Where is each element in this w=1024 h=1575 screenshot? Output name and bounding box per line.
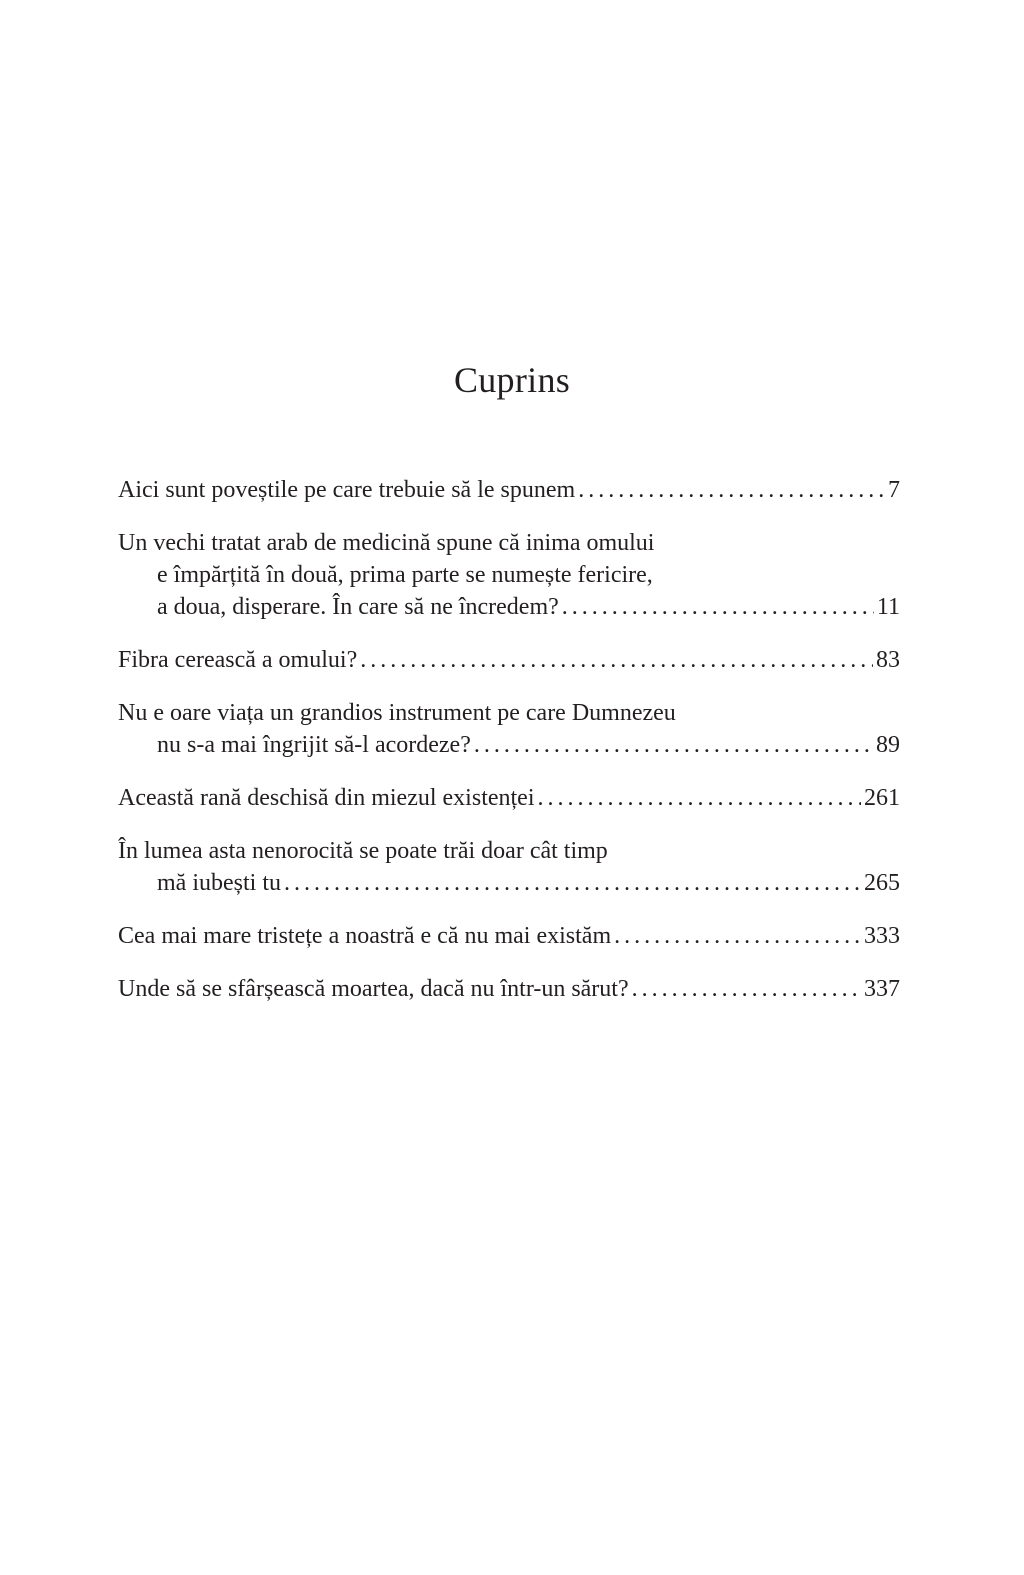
toc-entry-last-line <box>118 973 900 1005</box>
toc-page-number: 7 <box>888 477 900 503</box>
toc-entry[interactable] <box>118 835 900 899</box>
toc-entry[interactable] <box>118 527 900 623</box>
toc-page-number: 261 <box>864 785 900 811</box>
toc-page-number: 337 <box>864 976 900 1002</box>
dot-leader <box>284 867 861 899</box>
toc-entry-last-line <box>118 729 900 761</box>
dot-leader <box>360 644 873 676</box>
page-title: Cuprins <box>453 360 571 400</box>
toc-entry-title-continuation: e împărțită în două, prima parte se numește fericire, <box>157 562 653 588</box>
toc-page-number: 265 <box>864 870 900 896</box>
toc-entry-title: Această rană deschisă din miezul existenței <box>118 785 535 811</box>
toc-entry-title: Un vechi tratat arab de medicină spune că inima omului <box>118 530 655 556</box>
toc-entry-title: Unde să se sfârșească moartea, dacă nu într-un sărut? <box>118 976 629 1002</box>
toc-page-number: 333 <box>864 923 900 949</box>
toc-entry-last-line <box>118 644 900 676</box>
toc-entry-title: Fibra cerească a omului? <box>118 647 358 673</box>
dot-leader <box>562 591 874 623</box>
dot-leader <box>578 474 885 506</box>
toc-entry-title-continuation: mă iubești tu <box>157 870 281 896</box>
toc-entry-title: Cea mai mare tristețe a noastră e că nu mai existăm <box>118 923 612 949</box>
toc-entry-last-line <box>118 867 900 899</box>
dot-leader <box>632 973 861 1005</box>
toc-entry-last-line <box>118 782 900 814</box>
toc-entry-last-line <box>118 591 900 623</box>
toc-entry-last-line <box>118 474 900 506</box>
toc-entry-title: În lumea asta nenorocită se poate trăi doar cât timp <box>118 838 608 864</box>
toc-entry[interactable] <box>118 920 900 952</box>
toc-entry[interactable] <box>118 697 900 761</box>
dot-leader <box>474 729 873 761</box>
toc-page-number: 11 <box>876 594 900 620</box>
toc-entry[interactable] <box>118 973 900 1005</box>
toc-entry-title: Nu e oare viața un grandios instrument pe care Dumnezeu <box>118 700 676 726</box>
toc-page-number: 89 <box>876 732 900 758</box>
dot-leader <box>614 920 861 952</box>
toc-entry[interactable] <box>118 782 900 814</box>
dot-leader <box>538 782 862 814</box>
table-of-contents <box>118 474 900 1026</box>
toc-entry-title: Aici sunt poveștile pe care trebuie să le spunem <box>118 477 576 503</box>
toc-entry[interactable] <box>118 644 900 676</box>
toc-entry-title-continuation: nu s-a mai îngrijit să-l acordeze? <box>157 732 471 758</box>
toc-entry-last-line <box>118 920 900 952</box>
toc-page-number: 83 <box>876 647 900 673</box>
toc-entry[interactable] <box>118 474 900 506</box>
toc-entry-title-continuation: a doua, disperare. În care să ne încredem? <box>157 594 559 620</box>
